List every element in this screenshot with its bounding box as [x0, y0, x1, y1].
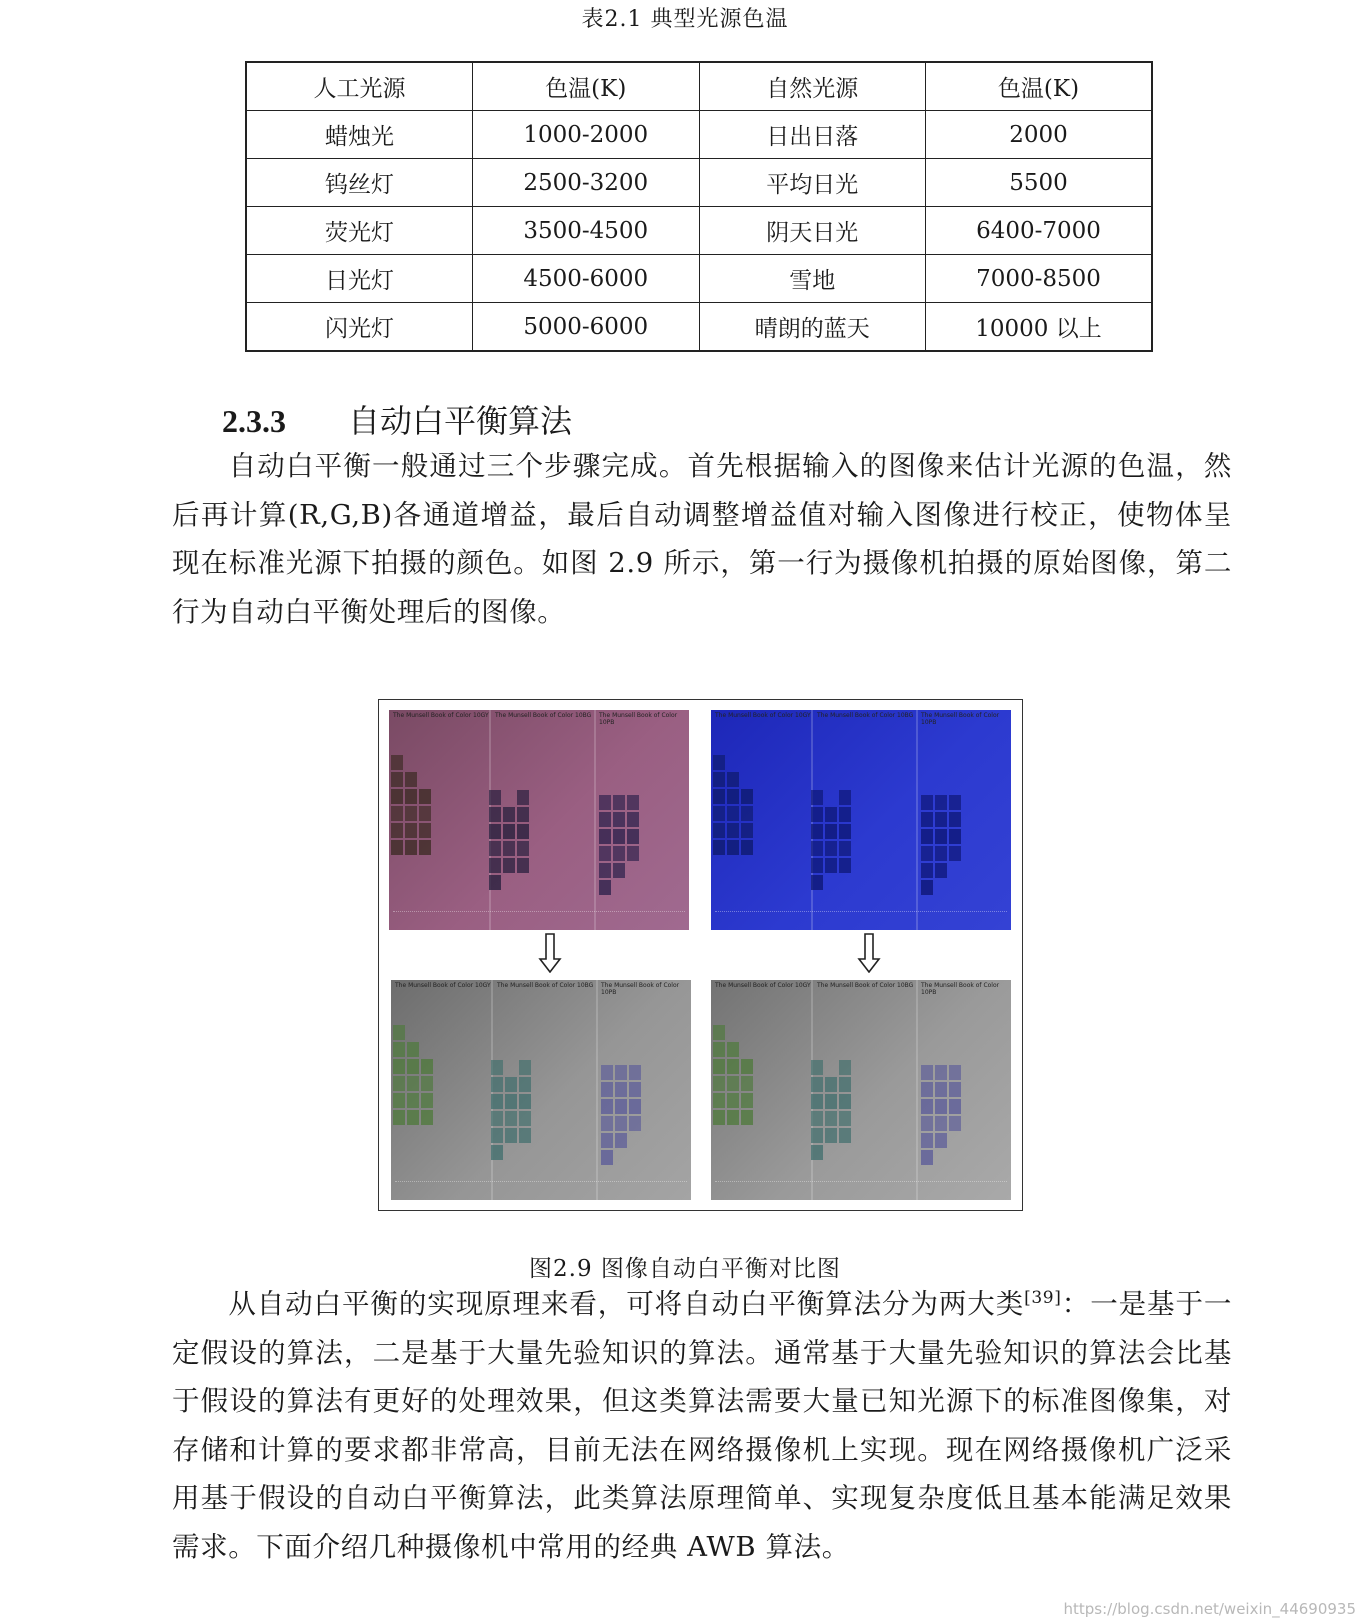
color-chip [949, 1082, 961, 1097]
color-chip [727, 1093, 739, 1108]
color-chip [599, 829, 611, 844]
color-chip [421, 1025, 433, 1040]
color-chip [519, 1077, 531, 1092]
color-chip [741, 1025, 753, 1040]
color-chip [811, 1128, 823, 1143]
color-chip [391, 823, 403, 838]
color-chip [713, 1110, 725, 1125]
color-chip [935, 1099, 947, 1114]
color-chip [503, 875, 515, 890]
color-chip [713, 772, 725, 787]
scale-marks [395, 1181, 687, 1186]
color-chip [811, 1145, 823, 1160]
sheet-divider [916, 710, 918, 930]
sheet-label: The Munsell Book of Color 10PB [921, 982, 1000, 996]
table-cell: 闪光灯 [246, 303, 473, 352]
color-chip [629, 1150, 641, 1165]
table-row [246, 255, 1152, 303]
color-chip [613, 795, 625, 810]
color-chip [393, 1110, 405, 1125]
color-chip [391, 789, 403, 804]
color-chip [393, 1025, 405, 1040]
table-header-row [246, 62, 1152, 111]
color-chip [489, 841, 501, 856]
color-chip [519, 1111, 531, 1126]
color-chip [741, 772, 753, 787]
color-chip-grid [713, 1025, 753, 1125]
color-chip [517, 841, 529, 856]
color-chip [727, 840, 739, 855]
color-chip [421, 1093, 433, 1108]
color-chip [599, 812, 611, 827]
color-chip [839, 1128, 851, 1143]
color-chip [503, 824, 515, 839]
color-chip [921, 880, 933, 895]
sheet-label: The Munsell Book of Color 10GY [395, 982, 491, 989]
color-chip [727, 823, 739, 838]
color-chip [811, 858, 823, 873]
color-chip [405, 755, 417, 770]
color-chip [505, 1145, 517, 1160]
color-chip [949, 1133, 961, 1148]
color-chip-grid [391, 755, 431, 855]
color-chip [505, 1111, 517, 1126]
sheet-label: The Munsell Book of Color 10PB [599, 712, 678, 726]
color-chip [615, 1082, 627, 1097]
color-chip [489, 824, 501, 839]
color-chip [921, 812, 933, 827]
sheet-label: The Munsell Book of Color 10BG [817, 982, 914, 989]
color-chip-grid [393, 1025, 433, 1125]
color-chip [629, 1099, 641, 1114]
color-chip [627, 829, 639, 844]
color-chip [491, 1094, 503, 1109]
color-chip [727, 1110, 739, 1125]
color-chip [407, 1093, 419, 1108]
color-chip [393, 1042, 405, 1057]
color-chip [629, 1082, 641, 1097]
color-chip [741, 823, 753, 838]
color-chip [921, 1150, 933, 1165]
color-chip [921, 1116, 933, 1131]
table-cell: 5500 [926, 159, 1153, 207]
color-chip [811, 1111, 823, 1126]
section-heading [222, 396, 572, 442]
color-chip [519, 1128, 531, 1143]
intro-paragraph [172, 442, 1232, 636]
color-chip [615, 1065, 627, 1080]
watermark: https://blog.csdn.net/weixin_44690935 [1063, 1600, 1356, 1618]
color-chip [613, 880, 625, 895]
color-chip [601, 1116, 613, 1131]
color-chip [627, 863, 639, 878]
table-caption: 表2.1 典型光源色温 [581, 7, 789, 32]
down-arrow-icon [538, 933, 562, 973]
color-chip [741, 1093, 753, 1108]
color-chip [599, 863, 611, 878]
color-chip [405, 840, 417, 855]
color-chip [613, 863, 625, 878]
color-chip [519, 1094, 531, 1109]
color-chip [405, 823, 417, 838]
color-chip [935, 880, 947, 895]
color-chip [727, 755, 739, 770]
color-chip [505, 1128, 517, 1143]
color-chip [825, 858, 837, 873]
paragraph-text: 从自动白平衡的实现原理来看，可将自动白平衡算法分为两大类 [228, 1288, 1025, 1320]
color-chip [935, 795, 947, 810]
color-chip [601, 1082, 613, 1097]
color-chip [825, 1060, 837, 1075]
color-chip [505, 1060, 517, 1075]
color-chip [935, 829, 947, 844]
sheet-label: The Munsell Book of Color 10PB [601, 982, 680, 996]
color-chip [839, 1060, 851, 1075]
color-chip [393, 1059, 405, 1074]
color-chip [517, 858, 529, 873]
color-chip [949, 829, 961, 844]
color-chip [489, 875, 501, 890]
color-chip [615, 1133, 627, 1148]
color-chip [921, 1082, 933, 1097]
table-cell: 7000-8500 [926, 255, 1153, 303]
color-temperature-table [245, 61, 1153, 352]
color-chip [921, 863, 933, 878]
color-chip [713, 1059, 725, 1074]
color-chip-grid [921, 1065, 961, 1165]
color-chip [825, 1128, 837, 1143]
color-chip [921, 846, 933, 861]
sheet-label: The Munsell Book of Color 10BG [495, 712, 592, 719]
table-cell: 1000-2000 [473, 111, 700, 159]
color-chip [601, 1133, 613, 1148]
color-chip [393, 1076, 405, 1091]
sheet-label: The Munsell Book of Color 10GY [715, 712, 811, 719]
citation-ref: [39] [1024, 1287, 1062, 1308]
color-chip [419, 772, 431, 787]
color-chip [727, 1025, 739, 1040]
header-cell: 色温(K) [926, 62, 1153, 111]
color-chip [393, 1093, 405, 1108]
color-chip [811, 1077, 823, 1092]
scale-marks [715, 911, 1007, 916]
color-chip [517, 824, 529, 839]
color-chip [741, 1110, 753, 1125]
color-chip [517, 875, 529, 890]
table-cell: 2500-3200 [473, 159, 700, 207]
color-chip [629, 1065, 641, 1080]
color-chip [727, 806, 739, 821]
color-chip [825, 1145, 837, 1160]
color-chip [839, 790, 851, 805]
table-cell: 日光灯 [246, 255, 473, 303]
color-chip [811, 1060, 823, 1075]
color-chip [421, 1076, 433, 1091]
color-chip [503, 841, 515, 856]
color-chip [629, 1133, 641, 1148]
color-chip [713, 1076, 725, 1091]
color-chip [921, 1065, 933, 1080]
table-cell: 4500-6000 [473, 255, 700, 303]
header-cell: 色温(K) [473, 62, 700, 111]
sheet-label: The Munsell Book of Color 10GY [715, 982, 811, 989]
color-chip [727, 1042, 739, 1057]
scale-marks [715, 1181, 1007, 1186]
table-cell: 6400-7000 [926, 207, 1153, 255]
table-cell: 3500-4500 [473, 207, 700, 255]
color-chip [921, 1133, 933, 1148]
section-title: 自动白平衡算法 [348, 402, 573, 440]
color-chip [935, 863, 947, 878]
color-chip [741, 1076, 753, 1091]
color-chip [825, 1094, 837, 1109]
table-cell: 日出日落 [699, 111, 926, 159]
color-chip [391, 772, 403, 787]
color-chip [741, 755, 753, 770]
color-chip [825, 841, 837, 856]
color-chip [419, 755, 431, 770]
color-chip [491, 1128, 503, 1143]
color-chip-grid [713, 755, 753, 855]
table-row [246, 303, 1152, 352]
sheet-divider [916, 980, 918, 1200]
table-cell: 5000-6000 [473, 303, 700, 352]
table-cell: 10000 以上 [926, 303, 1153, 352]
color-chip [935, 812, 947, 827]
color-chip [811, 875, 823, 890]
color-chip [613, 846, 625, 861]
figure-caption: 图2.9 图像自动白平衡对比图 [529, 1256, 841, 1282]
color-chip [839, 1111, 851, 1126]
color-chip [489, 858, 501, 873]
color-chip-grid [599, 795, 639, 895]
color-chip [727, 1076, 739, 1091]
color-chip [599, 880, 611, 895]
color-chip [489, 807, 501, 822]
color-chip [613, 812, 625, 827]
table-row [246, 111, 1152, 159]
color-chip [811, 790, 823, 805]
color-chip [713, 823, 725, 838]
color-chip [407, 1076, 419, 1091]
color-chip [627, 812, 639, 827]
color-chip [405, 789, 417, 804]
header-cell: 人工光源 [246, 62, 473, 111]
table-cell: 雪地 [699, 255, 926, 303]
color-chip [921, 795, 933, 810]
color-chip [407, 1059, 419, 1074]
color-chip [741, 1042, 753, 1057]
color-chip [839, 1145, 851, 1160]
color-chip [921, 1099, 933, 1114]
color-chip [405, 772, 417, 787]
color-chip [517, 790, 529, 805]
color-chip [949, 863, 961, 878]
table-cell: 平均日光 [699, 159, 926, 207]
color-chip [491, 1111, 503, 1126]
color-chip [949, 846, 961, 861]
color-chip [811, 824, 823, 839]
color-chip [825, 875, 837, 890]
color-chip-grid [811, 1060, 851, 1160]
photo-original-blue [711, 710, 1011, 930]
table-cell: 2000 [926, 111, 1153, 159]
color-chip [713, 1093, 725, 1108]
color-chip [741, 806, 753, 821]
color-chip-grid [601, 1065, 641, 1165]
color-chip [419, 823, 431, 838]
methods-paragraph [172, 1280, 1232, 1571]
color-chip [727, 1059, 739, 1074]
color-chip [825, 824, 837, 839]
scale-marks [393, 911, 685, 916]
down-arrow-icon [857, 933, 881, 973]
color-chip [615, 1116, 627, 1131]
color-chip [713, 840, 725, 855]
color-chip [613, 829, 625, 844]
color-chip [627, 880, 639, 895]
paragraph-text: ：一是基于一定假设的算法，二是基于大量先验知识的算法。通常基于大量先验知识的算法会比基于假设的算法有更好的处理效果，但这类算法需要大量已知光源下的标准图像集，对存储和计算的要求都非常高，目前无法在网络摄像机上实现。现在网络摄像机广泛采用基于假设的自动白平衡算法，此类算法原理简单、实现复杂度低且基本能满足效果需求。下面介绍几种摄像机中常用的经典 AWB 算法。 [172, 1288, 1232, 1563]
color-chip [407, 1042, 419, 1057]
color-chip [391, 755, 403, 770]
color-chip [935, 846, 947, 861]
color-chip [419, 806, 431, 821]
color-chip [839, 807, 851, 822]
color-chip [491, 1060, 503, 1075]
color-chip [741, 1059, 753, 1074]
table-cell: 晴朗的蓝天 [699, 303, 926, 352]
section-number: 2.3.3 [222, 403, 286, 439]
photo-original-pink [389, 710, 689, 930]
color-chip [627, 795, 639, 810]
color-chip [825, 790, 837, 805]
color-chip [825, 1077, 837, 1092]
color-chip [741, 840, 753, 855]
color-chip [921, 829, 933, 844]
color-chip [713, 1025, 725, 1040]
color-chip [935, 1133, 947, 1148]
color-chip [825, 1111, 837, 1126]
color-chip-grid [491, 1060, 531, 1160]
sheet-label: The Munsell Book of Color 10PB [921, 712, 1000, 726]
color-chip [391, 840, 403, 855]
table-cell: 蜡烛光 [246, 111, 473, 159]
color-chip [615, 1150, 627, 1165]
color-chip [949, 1116, 961, 1131]
color-chip [949, 1150, 961, 1165]
color-chip [935, 1082, 947, 1097]
sheet-label: The Munsell Book of Color 10BG [817, 712, 914, 719]
color-chip [629, 1116, 641, 1131]
color-chip [935, 1150, 947, 1165]
photo-corrected-right [711, 980, 1011, 1200]
color-chip [811, 841, 823, 856]
photo-corrected-left [391, 980, 691, 1200]
color-chip [615, 1099, 627, 1114]
figure-frame [378, 699, 1023, 1211]
sheet-label: The Munsell Book of Color 10GY [393, 712, 489, 719]
color-chip [405, 806, 417, 821]
color-chip [491, 1145, 503, 1160]
color-chip [839, 824, 851, 839]
color-chip [505, 1077, 517, 1092]
color-chip [839, 858, 851, 873]
color-chip [503, 858, 515, 873]
color-chip [713, 1042, 725, 1057]
color-chip [825, 807, 837, 822]
table-row [246, 207, 1152, 255]
color-chip [599, 795, 611, 810]
color-chip [421, 1042, 433, 1057]
table-row [246, 159, 1152, 207]
color-chip [505, 1094, 517, 1109]
sheet-divider [594, 710, 596, 930]
color-chip [407, 1110, 419, 1125]
paragraph-text: 自动白平衡一般通过三个步骤完成。首先根据输入的图像来估计光源的色温，然后再计算(R,G,B)各通道增益，最后自动调整增益值对输入图像进行校正，使物体呈现在标准光源下拍摄的颜色。如图 2.9 所示，第一行为摄像机拍摄的原始图像，第二行为自动白平衡处理后的图像。 [172, 450, 1232, 628]
color-chip [727, 789, 739, 804]
color-chip [949, 1099, 961, 1114]
color-chip [713, 806, 725, 821]
color-chip [935, 1116, 947, 1131]
color-chip [503, 790, 515, 805]
color-chip [419, 840, 431, 855]
color-chip [627, 846, 639, 861]
color-chip [949, 880, 961, 895]
color-chip [601, 1099, 613, 1114]
color-chip [935, 1065, 947, 1080]
color-chip [713, 755, 725, 770]
color-chip [839, 1094, 851, 1109]
color-chip-grid [489, 790, 529, 890]
color-chip-grid [811, 790, 851, 890]
color-chip [421, 1110, 433, 1125]
sheet-label: The Munsell Book of Color 10BG [497, 982, 594, 989]
color-chip [949, 1065, 961, 1080]
header-cell: 自然光源 [699, 62, 926, 111]
color-chip [949, 795, 961, 810]
table-cell: 阴天日光 [699, 207, 926, 255]
table-cell: 荧光灯 [246, 207, 473, 255]
color-chip [599, 846, 611, 861]
color-chip [949, 812, 961, 827]
color-chip [839, 1077, 851, 1092]
color-chip [503, 807, 515, 822]
color-chip [517, 807, 529, 822]
color-chip [811, 1094, 823, 1109]
color-chip [713, 789, 725, 804]
color-chip [491, 1077, 503, 1092]
table-cell: 钨丝灯 [246, 159, 473, 207]
color-chip [519, 1145, 531, 1160]
color-chip [811, 807, 823, 822]
color-chip [419, 789, 431, 804]
color-chip [839, 875, 851, 890]
sheet-divider [596, 980, 598, 1200]
color-chip [727, 772, 739, 787]
color-chip [601, 1065, 613, 1080]
color-chip [489, 790, 501, 805]
color-chip [741, 789, 753, 804]
color-chip [519, 1060, 531, 1075]
color-chip [421, 1059, 433, 1074]
color-chip [601, 1150, 613, 1165]
color-chip [391, 806, 403, 821]
color-chip-grid [921, 795, 961, 895]
color-chip [839, 841, 851, 856]
color-chip [407, 1025, 419, 1040]
